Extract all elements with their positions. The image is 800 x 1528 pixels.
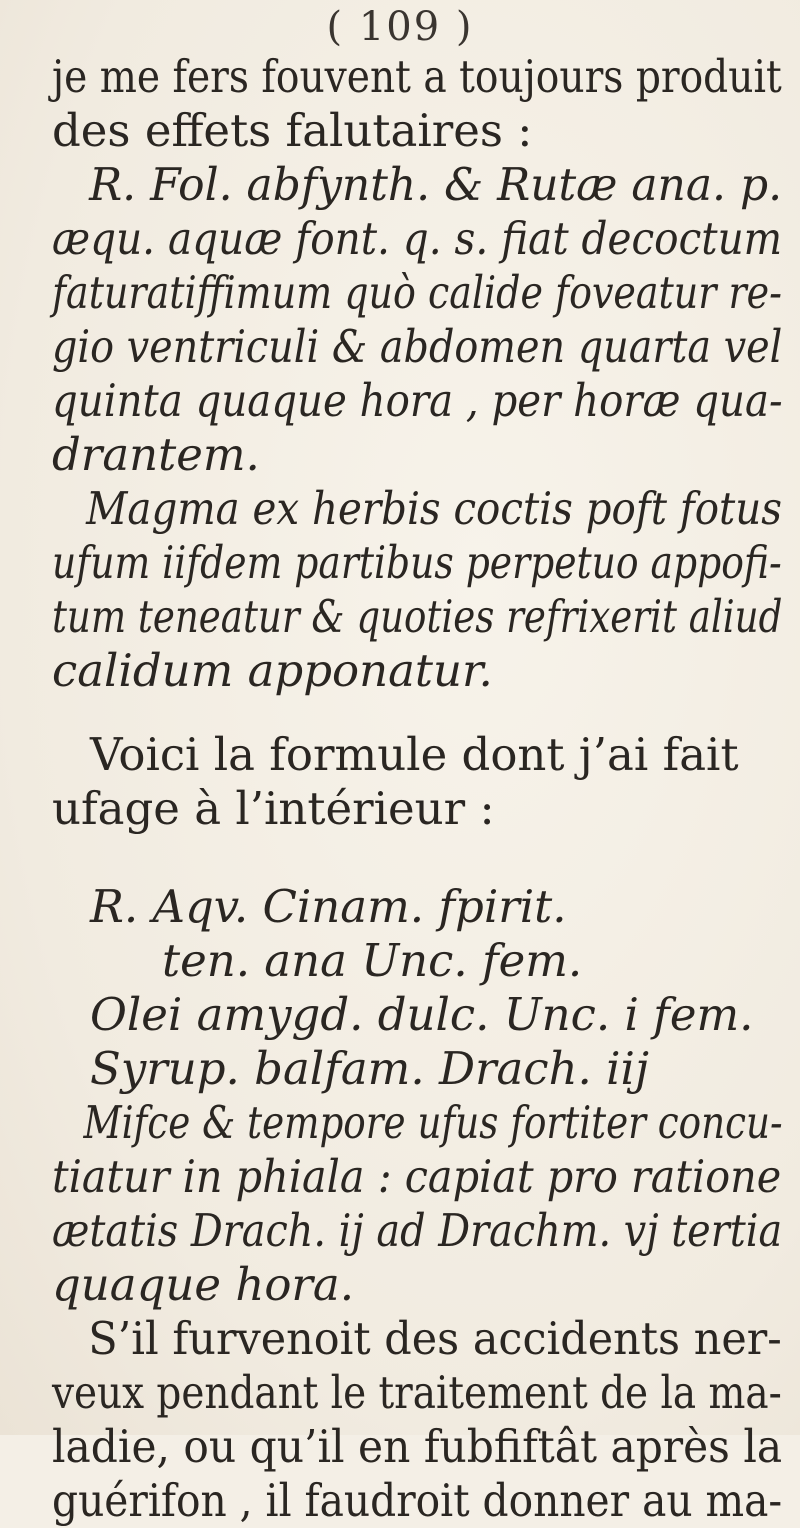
text-line: Olei amygd. dulc. Unc. i fem. xyxy=(90,988,754,1041)
text-line: ufum iifdem partibus perpetuo appofi- xyxy=(52,536,782,589)
text-line: S’il furvenoit des accidents ner- xyxy=(88,1312,782,1365)
text-line: guérifon , il faudroit donner au ma- xyxy=(52,1474,783,1527)
text-line: calidum apponatur. xyxy=(52,644,493,697)
text-line: R. Aqv. Cinam. fpirit. xyxy=(90,880,567,933)
text-line: tum teneatur & quoties refrixerit aliud xyxy=(52,590,783,643)
text-line: drantem. xyxy=(52,428,260,481)
text-line: quinta quaque hora , per horæ qua- xyxy=(52,374,783,427)
latin-prescription-2 xyxy=(52,482,782,698)
paragraph-intro xyxy=(52,50,782,158)
text-line: tiatur in phiala : capiat pro ratione xyxy=(52,1150,782,1203)
text-line: ætatis Drach. ij ad Drachm. vj tertia xyxy=(52,1204,783,1257)
paragraph-nervous-accidents xyxy=(52,1312,782,1528)
text-line: ufage à l’intérieur : xyxy=(52,782,495,835)
text-line: quaque hora. xyxy=(52,1258,355,1311)
text-line: ten. ana Unc. fem. xyxy=(162,934,583,987)
text-line: gio ventriculi & abdomen quarta vel xyxy=(52,320,783,373)
page-number: ( 109 ) xyxy=(326,4,474,50)
latin-prescription-1 xyxy=(52,158,782,482)
text-line: veux pendant le traitement de la ma- xyxy=(52,1366,782,1419)
text-line: Voici la formule dont j’ai fait xyxy=(90,728,739,781)
text-line: Mifce & tempore ufus fortiter concu- xyxy=(83,1096,783,1149)
text-line: Magma ex herbis coctis poft fotus xyxy=(86,482,782,535)
text-line: des effets falutaires : xyxy=(52,104,533,157)
text-line: R. Fol. abfynth. & Rutæ ana. p. xyxy=(89,158,783,211)
text-line: je me fers fouvent a toujours produit xyxy=(52,50,782,103)
text-line: ladie, ou qu’il en fubfiftât après la xyxy=(52,1420,783,1473)
recipe-formula xyxy=(52,880,782,1312)
text-line: æqu. aquæ font. q. s. fiat decoctum xyxy=(52,212,783,265)
paragraph-formula-intro xyxy=(52,728,782,836)
text-line: faturatiffimum quò calide foveatur re- xyxy=(52,266,782,319)
text-line: Syrup. balfam. Drach. iij xyxy=(90,1042,649,1095)
